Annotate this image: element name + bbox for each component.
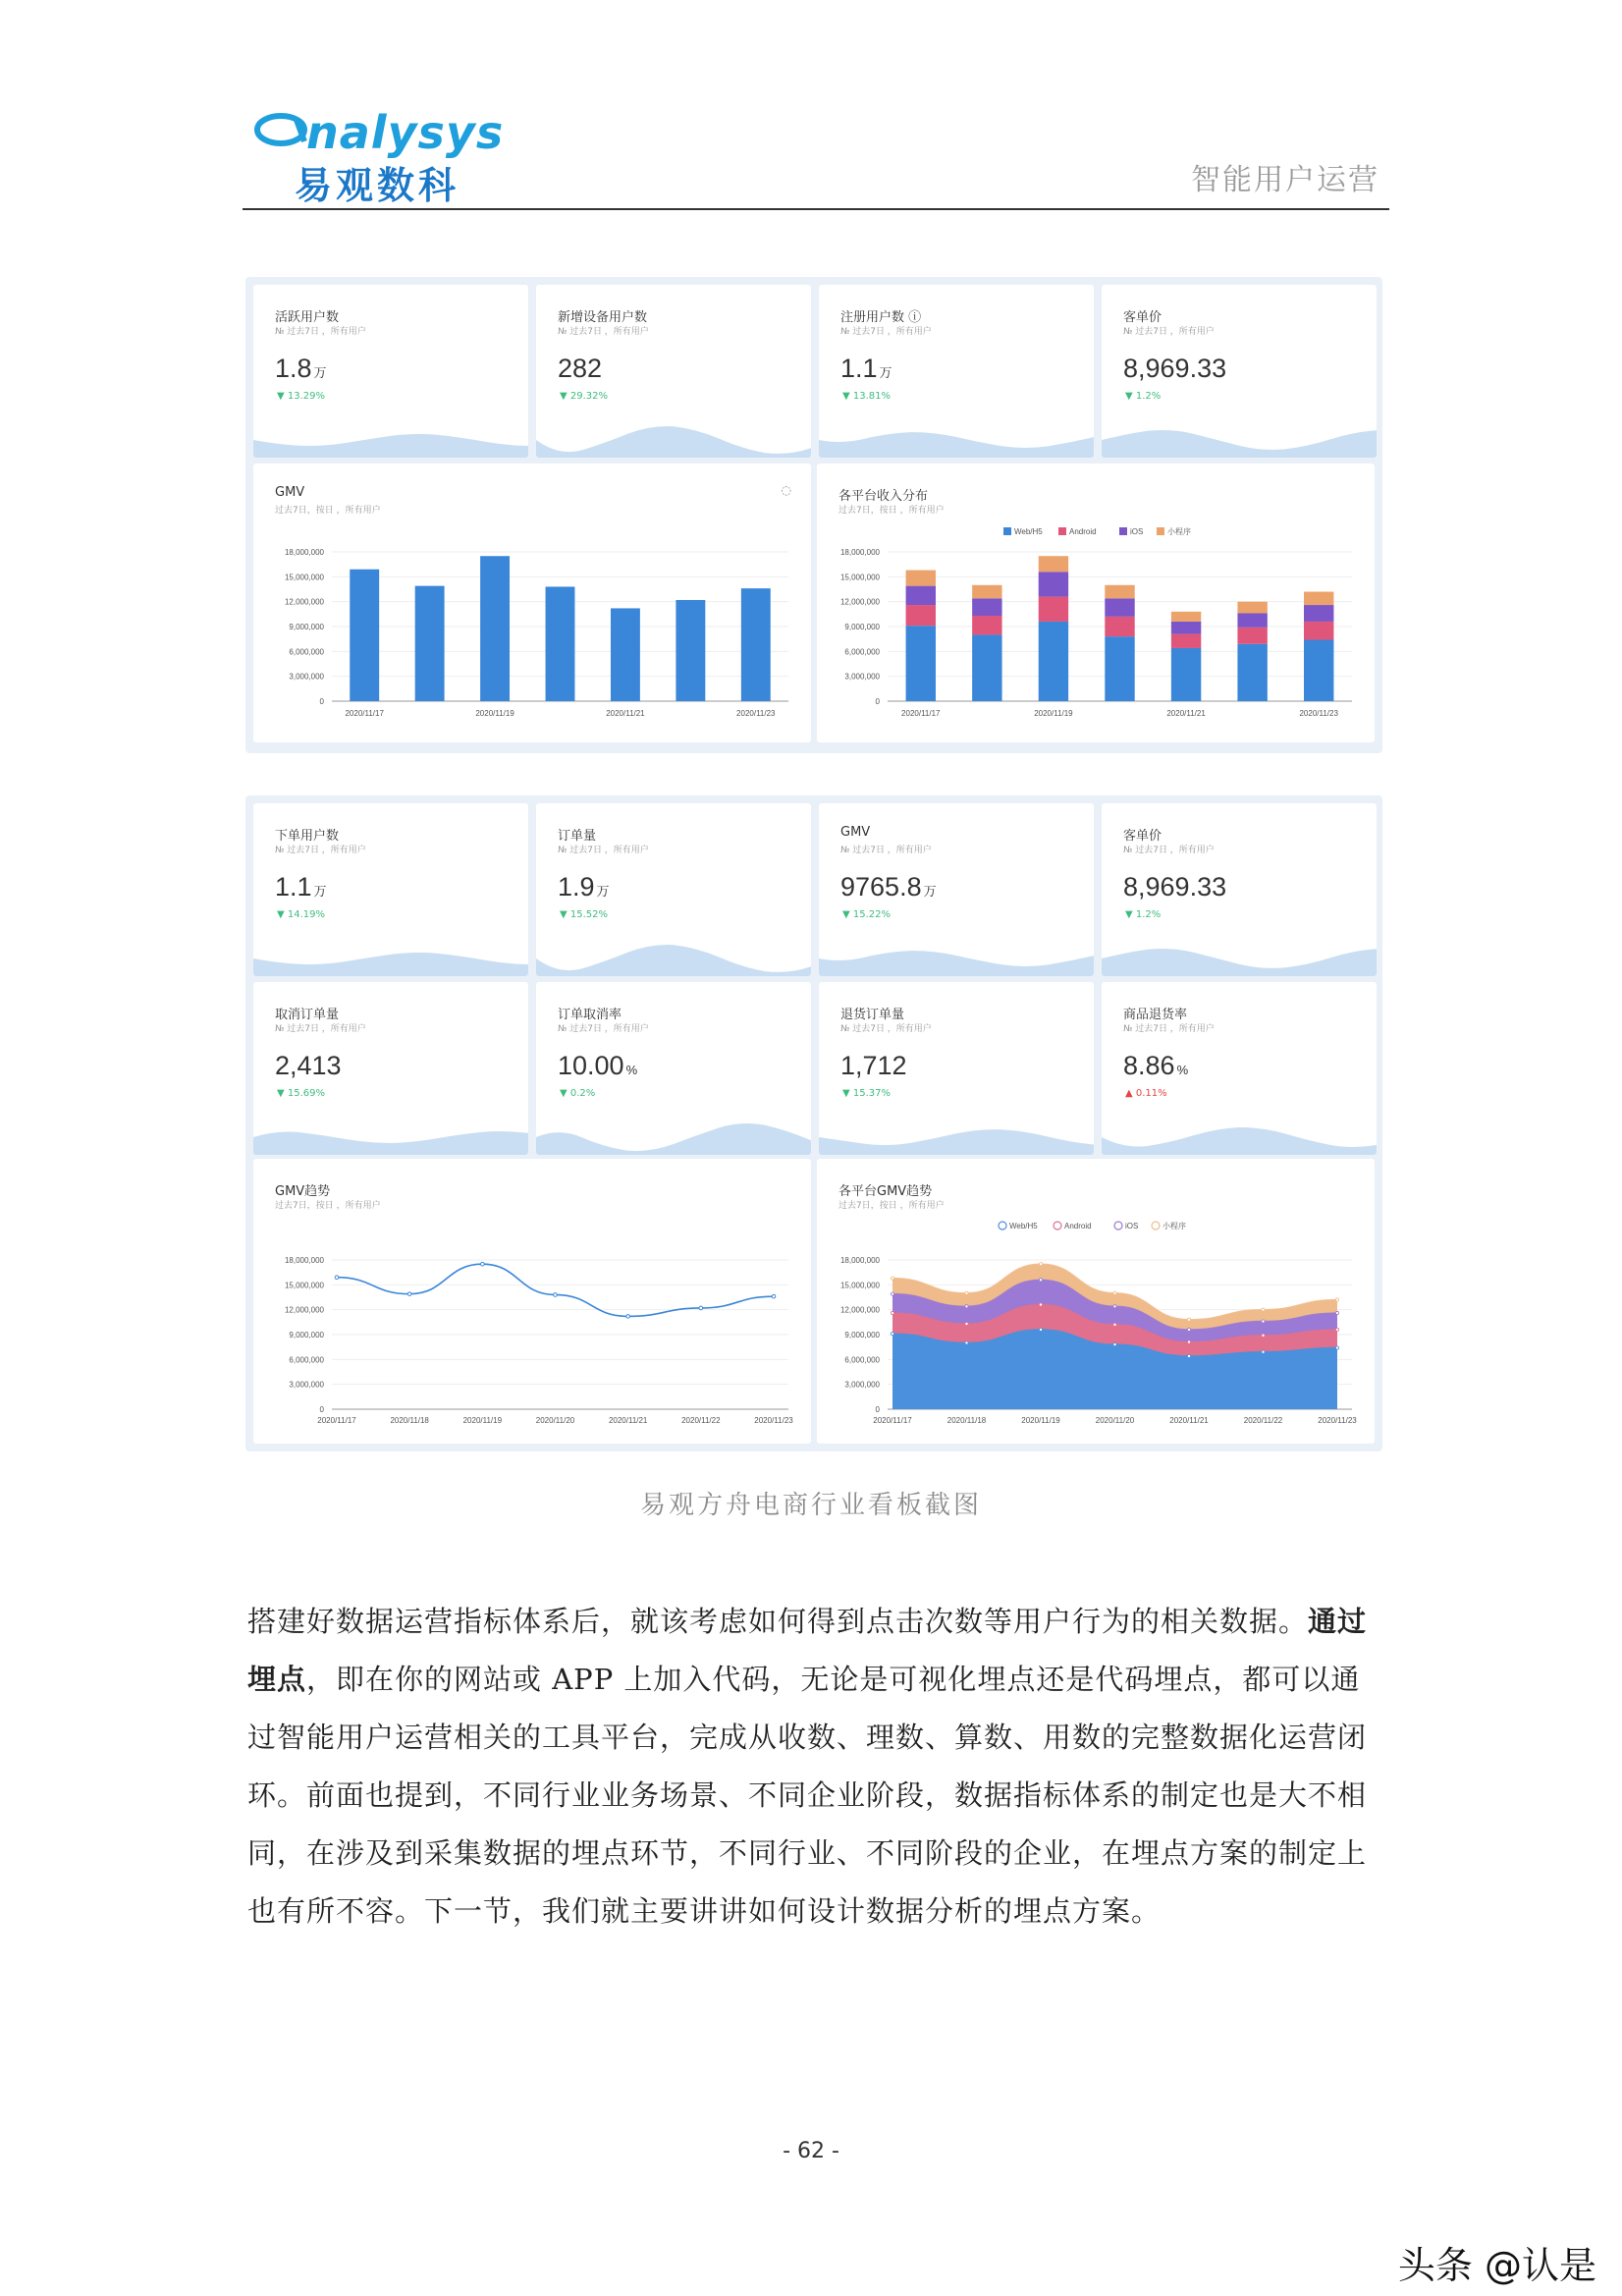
series-line (337, 1264, 774, 1316)
data-point (965, 1305, 968, 1308)
kpi-title: GMV (840, 825, 871, 840)
x-tick-label: 2020/11/18 (946, 1416, 987, 1425)
kpi-title: 退货订单量 (840, 1008, 905, 1022)
kpi-sparkline (1102, 418, 1377, 458)
bar-segment (1237, 602, 1267, 614)
y-tick-label: 9,000,000 (844, 623, 880, 631)
kpi-sparkline (253, 937, 528, 976)
bar-segment (1304, 622, 1333, 640)
kpi-value-wrap (558, 354, 604, 384)
legend-swatch (1152, 1222, 1160, 1230)
data-point (335, 1276, 339, 1280)
y-tick-label: 0 (875, 697, 880, 706)
x-tick-label: 2020/11/19 (475, 709, 514, 718)
kpi-card (1102, 803, 1377, 976)
kpi-card (819, 982, 1094, 1155)
legend-swatch (1114, 1222, 1122, 1230)
kpi-card (819, 285, 1094, 458)
kpi-value: 282 (558, 354, 603, 383)
legend-label: 小程序 (1167, 527, 1191, 536)
bar (676, 600, 705, 701)
platform-trend-card (817, 1159, 1375, 1444)
bar-segment (1105, 598, 1134, 617)
kpi-change: ▲ 0.11% (1125, 1088, 1167, 1099)
card-subtitle: 过去7日，按日 ，所有用户 (838, 506, 945, 516)
x-tick-label: 2020/11/22 (1243, 1416, 1283, 1425)
y-tick-label: 15,000,000 (839, 1281, 880, 1290)
data-point (1335, 1298, 1338, 1301)
kpi-change: ▼ 13.81% (842, 391, 891, 402)
kpi-subtitle: № 过去7日 ，所有用户 (558, 327, 649, 337)
watermark: 头条 @认是 (1397, 2244, 1596, 2287)
kpi-value: 1.9 (558, 872, 595, 902)
data-point (891, 1277, 893, 1280)
figure-caption: 易观方舟电商行业看板截图 (639, 1491, 982, 1520)
x-tick-label: 2020/11/23 (736, 709, 776, 718)
card-title: 各平台GMV趋势 (838, 1184, 933, 1199)
legend-swatch (1003, 527, 1011, 535)
legend-swatch (999, 1222, 1006, 1230)
card-subtitle: 过去7日，按日 ，所有用户 (275, 1201, 381, 1211)
data-point (407, 1292, 411, 1296)
kpi-sparkline (819, 1116, 1094, 1155)
data-point (1039, 1263, 1042, 1266)
x-tick-label: 2020/11/19 (1021, 1416, 1060, 1425)
kpi-title: 客单价 (1123, 829, 1162, 844)
logo-english: nalysys (306, 106, 505, 159)
bar-segment (1304, 640, 1333, 701)
kpi-unit: % (1176, 1063, 1189, 1077)
x-tick-label: 2020/11/19 (1034, 709, 1073, 718)
gmv-bar-card (253, 464, 811, 742)
kpi-value: 10.00 (558, 1051, 624, 1080)
kpi-title: 取消订单量 (275, 1008, 340, 1022)
bar-segment (1039, 556, 1068, 572)
legend-label: Web/H5 (1014, 527, 1043, 536)
legend-swatch (1054, 1222, 1061, 1230)
bar-segment (972, 616, 1001, 634)
kpi-sparkline (819, 937, 1094, 976)
data-point (1335, 1328, 1338, 1331)
y-tick-label: 18,000,000 (284, 548, 324, 557)
kpi-subtitle: № 过去7日 ，所有用户 (840, 327, 932, 337)
kpi-sparkline (253, 418, 528, 458)
kpi-subtitle: № 过去7日 ，所有用户 (275, 327, 366, 337)
paragraph-text-2: ，即在你的网站或 APP 上加入代码，无论是可视化埋点还是代码埋点，都可以通过智能用户运营相关的工具平台，完成从收数、理数、算数、用数的完整数据化运营闭环。前面也提到，不同行业业务场景、不同企业阶段，数据指标体系的制定也是大不相同，在涉及到采集数据的埋点环节，不同行业、不同阶段的企业，在埋点方案的制定上也有所不容。下一节，我们就主要讲讲如何设计数据分析的埋点方案。 (247, 1663, 1368, 1928)
kpi-value-wrap (840, 1051, 909, 1081)
data-point (699, 1306, 703, 1310)
kpi-change: ▼ 29.32% (560, 391, 608, 402)
kpi-value: 1.1 (275, 872, 312, 902)
kpi-sparkline (819, 418, 1094, 458)
x-tick-label: 2020/11/18 (390, 1416, 429, 1425)
platform-stacked-area-chart (817, 1159, 1375, 1444)
kpi-change: ▼ 15.52% (560, 909, 608, 920)
legend-label: iOS (1130, 527, 1144, 536)
kpi-sparkline (253, 1116, 528, 1155)
kpi-title: 订单取消率 (558, 1008, 622, 1022)
data-point (481, 1262, 485, 1266)
data-point (891, 1333, 893, 1336)
kpi-change: ▼ 13.29% (277, 391, 325, 402)
kpi-value-wrap (1123, 1051, 1188, 1081)
kpi-sparkline (536, 937, 811, 976)
header-divider (243, 208, 1389, 210)
x-tick-label: 2020/11/20 (1095, 1416, 1135, 1425)
data-point (965, 1322, 968, 1325)
kpi-unit: 万 (596, 884, 610, 899)
data-point (1262, 1334, 1265, 1337)
bar-segment (1171, 634, 1201, 648)
data-point (1187, 1354, 1190, 1357)
legend-swatch (1157, 527, 1164, 535)
y-tick-label: 0 (875, 1405, 880, 1414)
kpi-unit: % (625, 1063, 638, 1077)
bar-segment (1304, 592, 1333, 606)
data-point (626, 1315, 630, 1319)
bar-segment (1105, 636, 1134, 701)
gmv-trend-line-chart (253, 1159, 811, 1444)
bar-segment (1171, 648, 1201, 701)
kpi-value-wrap (558, 1051, 637, 1081)
y-tick-label: 18,000,000 (839, 548, 880, 557)
data-point (1187, 1340, 1190, 1343)
kpi-title: 活跃用户数 (275, 310, 340, 325)
kpi-card (536, 285, 811, 458)
bar (350, 570, 379, 701)
x-tick-label: 2020/11/21 (1169, 1416, 1209, 1425)
y-tick-label: 15,000,000 (284, 1281, 324, 1290)
kpi-subtitle: № 过去7日 ，所有用户 (558, 846, 649, 855)
kpi-subtitle: № 过去7日 ，所有用户 (1123, 846, 1215, 855)
logo-chinese: 易观数科 (295, 164, 460, 207)
x-tick-label: 2020/11/23 (1299, 709, 1338, 718)
x-tick-label: 2020/11/17 (901, 709, 941, 718)
data-point (1039, 1303, 1042, 1306)
legend-swatch (1119, 527, 1127, 535)
data-point (554, 1293, 558, 1297)
kpi-sparkline (536, 418, 811, 458)
x-tick-label: 2020/11/21 (606, 709, 645, 718)
y-tick-label: 15,000,000 (839, 573, 880, 582)
data-point (1039, 1279, 1042, 1282)
kpi-unit: 万 (879, 365, 892, 380)
bar-segment (1304, 605, 1333, 622)
kpi-card (253, 803, 528, 976)
kpi-value: 9765.8 (840, 872, 922, 902)
legend-swatch (1058, 527, 1066, 535)
kpi-value: 8.86 (1123, 1051, 1175, 1080)
bar-segment (1039, 572, 1068, 596)
legend-label: iOS (1125, 1222, 1139, 1230)
kpi-value: 1.8 (275, 354, 312, 383)
refresh-icon[interactable]: ◌ (781, 483, 791, 497)
x-tick-label: 2020/11/17 (873, 1416, 912, 1425)
y-tick-label: 18,000,000 (839, 1256, 880, 1265)
x-tick-label: 2020/11/23 (1318, 1416, 1357, 1425)
bar-segment (906, 571, 936, 586)
x-tick-label: 2020/11/23 (754, 1416, 793, 1425)
y-tick-label: 3,000,000 (844, 1380, 880, 1390)
data-point (1113, 1323, 1116, 1326)
data-point (1335, 1346, 1338, 1349)
logo-swoosh-icon (253, 102, 312, 151)
kpi-change: ▼ 15.69% (277, 1088, 325, 1099)
gmv-trend-card (253, 1159, 811, 1444)
bar-segment (1039, 622, 1068, 701)
card-title: 各平台收入分布 (838, 489, 929, 504)
data-point (891, 1292, 893, 1295)
kpi-title: 新增设备用户数 (558, 310, 648, 325)
kpi-change: ▼ 0.2% (560, 1088, 596, 1099)
kpi-value-wrap (558, 872, 610, 902)
kpi-change: ▼ 15.37% (842, 1088, 891, 1099)
kpi-value-wrap (1123, 872, 1228, 902)
platform-bar-card (817, 464, 1375, 742)
x-tick-label: 2020/11/20 (535, 1416, 575, 1425)
x-tick-label: 2020/11/22 (681, 1416, 721, 1425)
kpi-title: 订单量 (558, 829, 597, 844)
x-tick-label: 2020/11/19 (462, 1416, 503, 1425)
kpi-sparkline (1102, 1116, 1377, 1155)
kpi-card (536, 982, 811, 1155)
gmv-bar-chart (253, 464, 811, 742)
data-point (965, 1291, 968, 1294)
kpi-value-wrap (1123, 354, 1228, 384)
kpi-subtitle: № 过去7日 ，所有用户 (1123, 1024, 1215, 1034)
bar (415, 586, 445, 701)
y-tick-label: 6,000,000 (844, 1355, 880, 1365)
y-tick-label: 3,000,000 (844, 672, 880, 682)
bar-segment (906, 586, 936, 605)
data-point (1113, 1343, 1116, 1346)
data-point (772, 1294, 776, 1298)
kpi-value: 2,413 (275, 1051, 342, 1080)
kpi-change: ▼ 15.22% (842, 909, 891, 920)
y-tick-label: 0 (319, 697, 324, 706)
legend-label: Android (1064, 1222, 1092, 1230)
kpi-value-wrap (840, 354, 892, 384)
y-tick-label: 12,000,000 (839, 1305, 880, 1315)
kpi-change: ▼ 1.2% (1125, 909, 1162, 920)
bar-segment (1039, 597, 1068, 622)
bar (546, 586, 575, 701)
bar-segment (1171, 622, 1201, 634)
kpi-card (536, 803, 811, 976)
paragraph-bold-text: 通过埋点 (247, 1605, 1368, 1696)
bar (611, 608, 640, 701)
kpi-card (819, 803, 1094, 976)
data-point (965, 1341, 968, 1344)
kpi-unit: 万 (313, 365, 327, 380)
data-point (891, 1311, 893, 1314)
kpi-value: 8,969.33 (1123, 354, 1227, 383)
y-tick-label: 3,000,000 (289, 1380, 324, 1390)
kpi-value: 1.1 (840, 354, 878, 383)
x-tick-label: 2020/11/17 (345, 709, 384, 718)
x-tick-label: 2020/11/17 (317, 1416, 356, 1425)
bar-segment (972, 585, 1001, 599)
kpi-value-wrap (840, 872, 937, 902)
kpi-subtitle: № 过去7日 ，所有用户 (1123, 327, 1215, 337)
dashboard-panel-2 (245, 795, 1382, 1451)
y-tick-label: 3,000,000 (289, 672, 324, 682)
bar-segment (906, 605, 936, 626)
legend-label: 小程序 (1162, 1222, 1186, 1230)
kpi-unit: 万 (923, 884, 937, 899)
data-point (1113, 1305, 1116, 1308)
card-title: GMV (275, 485, 305, 500)
bar-segment (1171, 612, 1201, 622)
kpi-sparkline (536, 1116, 811, 1155)
bar-segment (1237, 628, 1267, 644)
kpi-value: 1,712 (840, 1051, 907, 1080)
bar (480, 556, 510, 701)
kpi-change: ▼ 1.2% (1125, 391, 1162, 402)
kpi-subtitle: № 过去7日 ，所有用户 (840, 1024, 932, 1034)
bar (741, 588, 771, 701)
y-tick-label: 18,000,000 (284, 1256, 324, 1265)
kpi-title: 注册用户数 ⓘ (840, 310, 922, 325)
y-tick-label: 9,000,000 (289, 623, 324, 631)
y-tick-label: 15,000,000 (284, 573, 324, 582)
kpi-card (1102, 982, 1377, 1155)
y-tick-label: 12,000,000 (284, 597, 324, 607)
legend-label: Android (1069, 527, 1097, 536)
y-tick-label: 0 (319, 1405, 324, 1414)
bar-segment (1105, 585, 1134, 599)
kpi-change: ▼ 14.19% (277, 909, 325, 920)
kpi-subtitle: № 过去7日 ，所有用户 (558, 1024, 649, 1034)
kpi-value-wrap (275, 872, 327, 902)
bar-segment (972, 634, 1001, 701)
y-tick-label: 9,000,000 (844, 1331, 880, 1339)
kpi-value-wrap (275, 1051, 344, 1081)
kpi-card (253, 285, 528, 458)
kpi-title: 商品退货率 (1123, 1008, 1188, 1022)
bar-segment (1237, 613, 1267, 627)
card-title: GMV趋势 (275, 1184, 331, 1199)
data-point (1262, 1320, 1265, 1323)
dashboard-panel-1 (245, 277, 1382, 753)
data-point (1262, 1350, 1265, 1353)
kpi-sparkline (1102, 937, 1377, 976)
data-point (1335, 1311, 1338, 1314)
header-title: 智能用户运营 (1191, 163, 1379, 197)
kpi-title: 客单价 (1123, 310, 1162, 325)
kpi-card (1102, 285, 1377, 458)
kpi-card (253, 982, 528, 1155)
y-tick-label: 6,000,000 (844, 647, 880, 657)
kpi-unit: 万 (313, 884, 327, 899)
paragraph-text-1: 搭建好数据运营指标体系后，就该考虑如何得到点击次数等用户行为的相关数据。 (247, 1605, 1309, 1638)
data-point (1262, 1308, 1265, 1311)
card-subtitle: 过去7日，按日 ，所有用户 (838, 1201, 945, 1211)
page-number: - 62 - (783, 2139, 839, 2163)
legend-label: Web/H5 (1009, 1222, 1038, 1230)
card-subtitle: 过去7日，按日 ，所有用户 (275, 506, 381, 516)
platform-stacked-bar-chart (817, 464, 1375, 742)
kpi-subtitle: № 过去7日 ，所有用户 (275, 1024, 366, 1034)
y-tick-label: 12,000,000 (284, 1305, 324, 1315)
kpi-subtitle: № 过去7日 ，所有用户 (275, 846, 366, 855)
data-point (1113, 1291, 1116, 1294)
y-tick-label: 12,000,000 (839, 597, 880, 607)
data-point (1039, 1328, 1042, 1331)
y-tick-label: 9,000,000 (289, 1331, 324, 1339)
x-tick-label: 2020/11/21 (1166, 709, 1206, 718)
kpi-title: 下单用户数 (275, 829, 340, 844)
x-tick-label: 2020/11/21 (608, 1416, 648, 1425)
data-point (1187, 1328, 1190, 1331)
bar-segment (906, 626, 936, 701)
bar-segment (972, 598, 1001, 616)
body-paragraph (247, 1593, 1386, 1941)
y-tick-label: 6,000,000 (289, 1355, 324, 1365)
bar-segment (1237, 644, 1267, 701)
y-tick-label: 6,000,000 (289, 647, 324, 657)
bar-segment (1105, 617, 1134, 636)
kpi-subtitle: № 过去7日 ，所有用户 (840, 846, 932, 855)
kpi-value-wrap (275, 354, 327, 384)
kpi-value: 8,969.33 (1123, 872, 1227, 902)
data-point (1187, 1318, 1190, 1321)
